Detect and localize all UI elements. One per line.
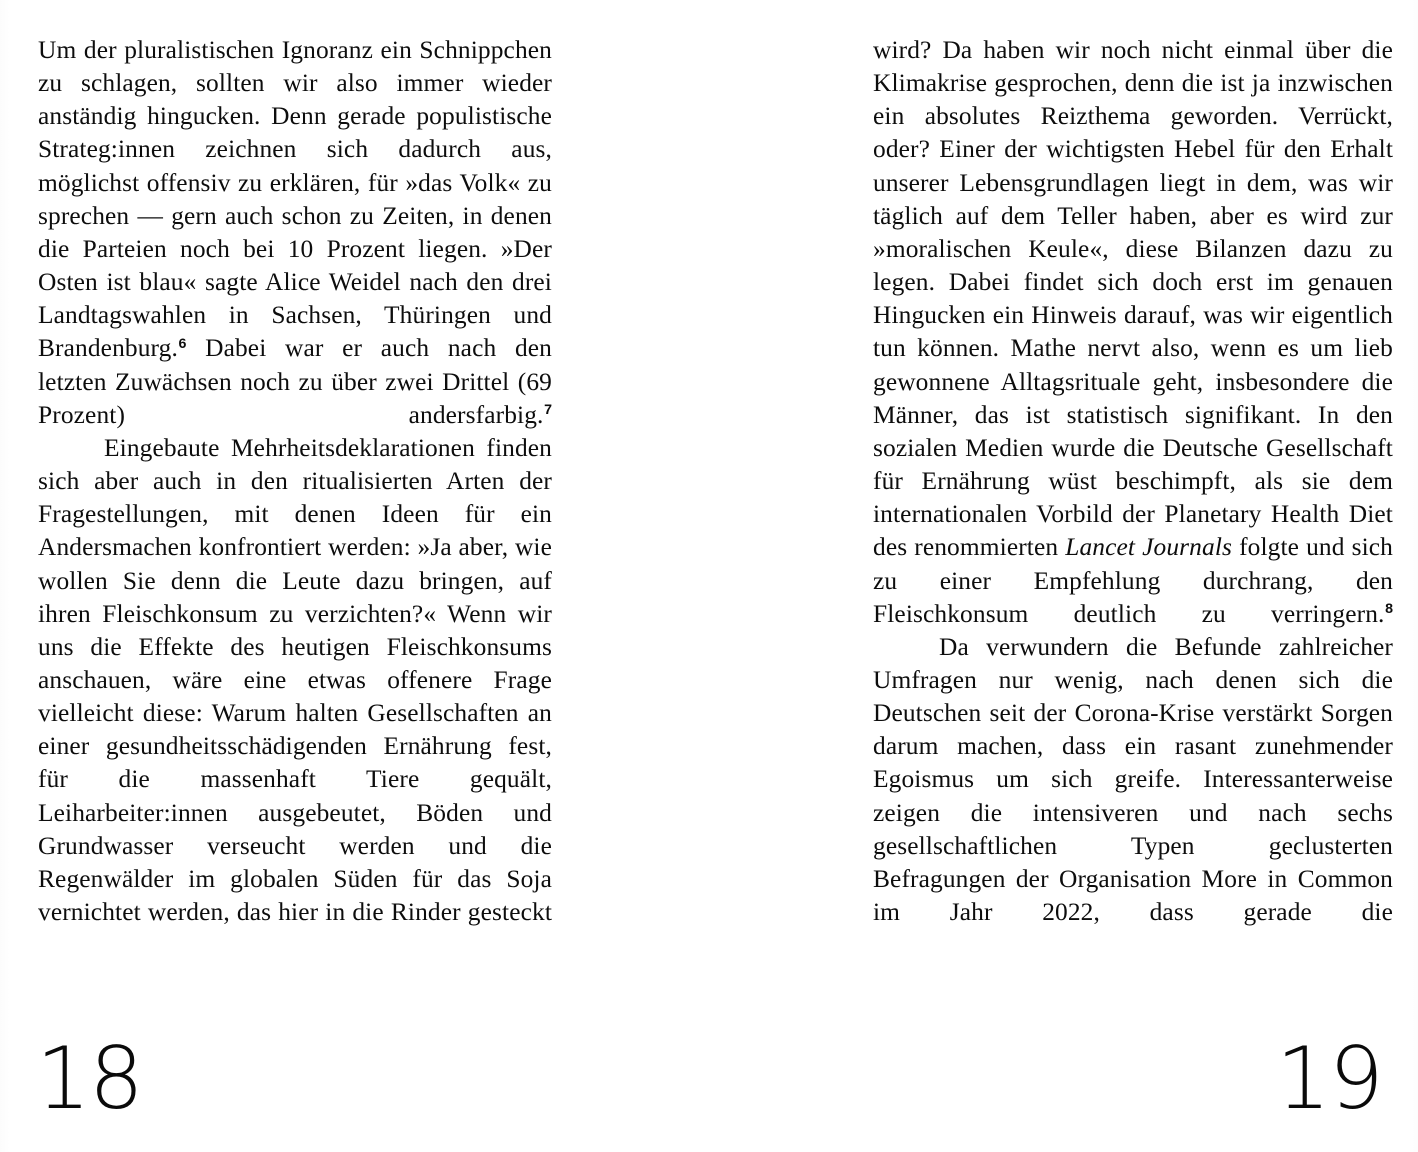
italic-run: Lancet Journals — [1065, 533, 1233, 562]
footnote-marker: 7 — [544, 401, 552, 418]
text-column-left — [38, 34, 552, 929]
paragraph-right-1 — [873, 34, 1393, 631]
page-number-left: 18 — [36, 1029, 142, 1129]
text-run: Dabei war er auch nach den letzten Zuwächsen noch zu über zwei Drittel (69 Prozent) andersfarbig. — [38, 334, 552, 429]
text-run: Da verwundern die Befunde zahlreicher Umfragen nur wenig, nach denen sich die Deutschen seit der Corona-Krise verstärkt Sorgen darum machen, dass ein rasant zunehmender Egoismus um sich greife. Interessanterweise zeigen die intensiveren und nach sechs gesellschaftlichen Typen geclusterten Befragungen der Organisation More in Common im Jahr 2022, dass gerade die — [873, 632, 1393, 927]
text-column-right — [873, 34, 1393, 929]
text-run: folgte und sich zu einer Empfehlung durchrang, den Fleischkonsum deutlich zu verringern. — [873, 533, 1393, 628]
page-right — [709, 0, 1418, 1152]
text-run: wird? Da haben wir noch nicht einmal über die Klimakrise gesprochen, denn die ist ja inzwischen ein absolutes Reizthema geworden. Verrückt, oder? Einer der wichtigsten Hebel für den Erhalt unserer Lebensgrundlagen liegt in dem, was wir täglich auf dem Teller haben, aber es wird zur »moralischen Keule«, diese Bilanzen dazu zu legen. Dabei findet sich doch erst im genauen Hingucken ein Hinweis darauf, was wir eigentlich tun können. Mathe nervt also, wenn es um lieb gewonnene Alltagsrituale geht, insbesondere die Männer, das ist statistisch signifikant. In den sozialen Medien wurde die Deutsche Gesellschaft für Ernährung wüst beschimpft, als sie dem internationalen Vorbild der Planetary Health Diet des renommierten — [873, 36, 1393, 562]
paragraph-right-2 — [873, 631, 1393, 929]
footnote-marker: 6 — [178, 335, 187, 352]
text-run: Um der pluralistischen Ignoranz ein Schnippchen zu schlagen, sollten wir also immer wieder anständig hingucken. Denn gerade populistische Strateg:innen zeichnen sich dadurch aus, möglichst offensiv zu erklären, für »das Volk« zu sprechen — gern auch schon zu Zeiten, in denen die Parteien noch bei 10 Prozent liegen. »Der Osten ist blau« sagte Alice Weidel nach den drei Landtagswahlen in Sachsen, Thüringen und Brandenburg. — [38, 36, 552, 363]
paragraph-left-1 — [38, 34, 552, 432]
page-number-right: 19 — [1276, 1029, 1382, 1129]
text-run: Eingebaute Mehrheitsdeklarationen finden sich aber auch in den ritualisierten Arten der Fragestellungen, mit denen Ideen für ein Andersmachen konfrontiert werden: »Ja aber, wie wollen Sie denn die Leute dazu bringen, auf ihren Fleischkonsum zu verzichten?« Wenn wir uns die Effekte des heutigen Fleischkonsums anschauen, wäre eine etwas offenere Frage vielleicht diese: Warum halten Gesellschaften an einer gesundheitsschädigenden Ernährung fest, für die massenhaft Tiere gequält, Leiharbeiter:innen ausgebeutet, Böden und Grundwasser verseucht werden und die Regenwälder im globalen Süden für das Soja vernichtet werden, das hier in die Rinder gesteckt — [38, 433, 552, 927]
footnote-marker: 8 — [1385, 600, 1393, 617]
paragraph-left-2 — [38, 432, 552, 929]
